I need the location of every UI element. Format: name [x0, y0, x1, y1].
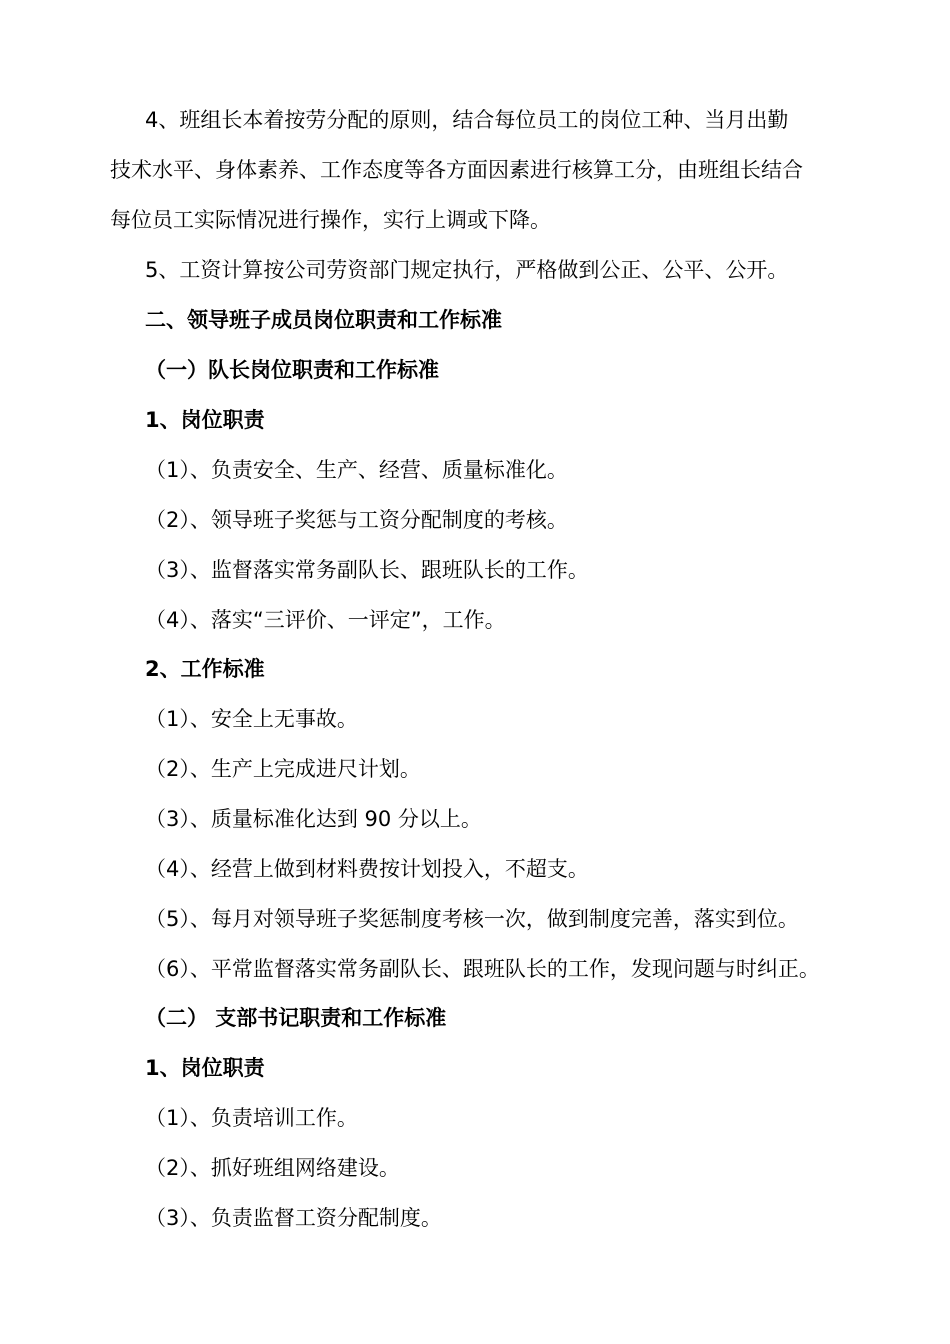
- captain-duty-item: （3）、监督落实常务副队长、跟班队长的工作。: [145, 558, 589, 582]
- captain-standard-item: （1）、安全上无事故。: [145, 707, 358, 731]
- captain-standard-item: （2）、生产上完成进尺计划。: [145, 757, 421, 781]
- section-2-heading: 二、领导班子成员岗位职责和工作标准: [145, 308, 502, 332]
- paragraph-4-line-1: 4、班组长本着按劳分配的原则，结合每位员工的岗位工种、当月出勤: [145, 108, 789, 132]
- secretary-duties-heading: 1、岗位职责: [145, 1056, 265, 1080]
- captain-standard-item: （3）、质量标准化达到 90 分以上。: [145, 807, 482, 831]
- paragraph-5: 5、工资计算按公司劳资部门规定执行，严格做到公正、公平、公开。: [145, 258, 789, 282]
- captain-standard-item: （6）、平常监督落实常务副队长、跟班队长的工作，发现问题与时纠正。: [145, 957, 820, 981]
- secretary-duty-item: （2）、抓好班组网络建设。: [145, 1156, 400, 1180]
- captain-standard-item: （4）、经营上做到材料费按计划投入，不超支。: [145, 857, 589, 881]
- secretary-duty-item: （3）、负责监督工资分配制度。: [145, 1206, 442, 1230]
- captain-duty-item: （1）、负责安全、生产、经营、质量标准化。: [145, 458, 568, 482]
- paragraph-4-line-2: 技术水平、身体素养、工作态度等各方面因素进行核算工分，由班组长结合: [110, 158, 803, 182]
- captain-standard-item: （5）、每月对领导班子奖惩制度考核一次，做到制度完善，落实到位。: [145, 907, 799, 931]
- paragraph-4-line-3: 每位员工实际情况进行操作，实行上调或下降。: [110, 208, 551, 232]
- captain-duty-item: （4）、落实“三评价、一评定”，工作。: [145, 608, 506, 632]
- captain-duties-heading: 1、岗位职责: [145, 408, 265, 432]
- captain-standards-heading: 2、工作标准: [145, 657, 265, 681]
- captain-heading: （一）队长岗位职责和工作标准: [145, 358, 439, 382]
- secretary-duty-item: （1）、负责培训工作。: [145, 1106, 358, 1130]
- captain-duty-item: （2）、领导班子奖惩与工资分配制度的考核。: [145, 508, 568, 532]
- secretary-heading: （二） 支部书记职责和工作标准: [145, 1006, 447, 1030]
